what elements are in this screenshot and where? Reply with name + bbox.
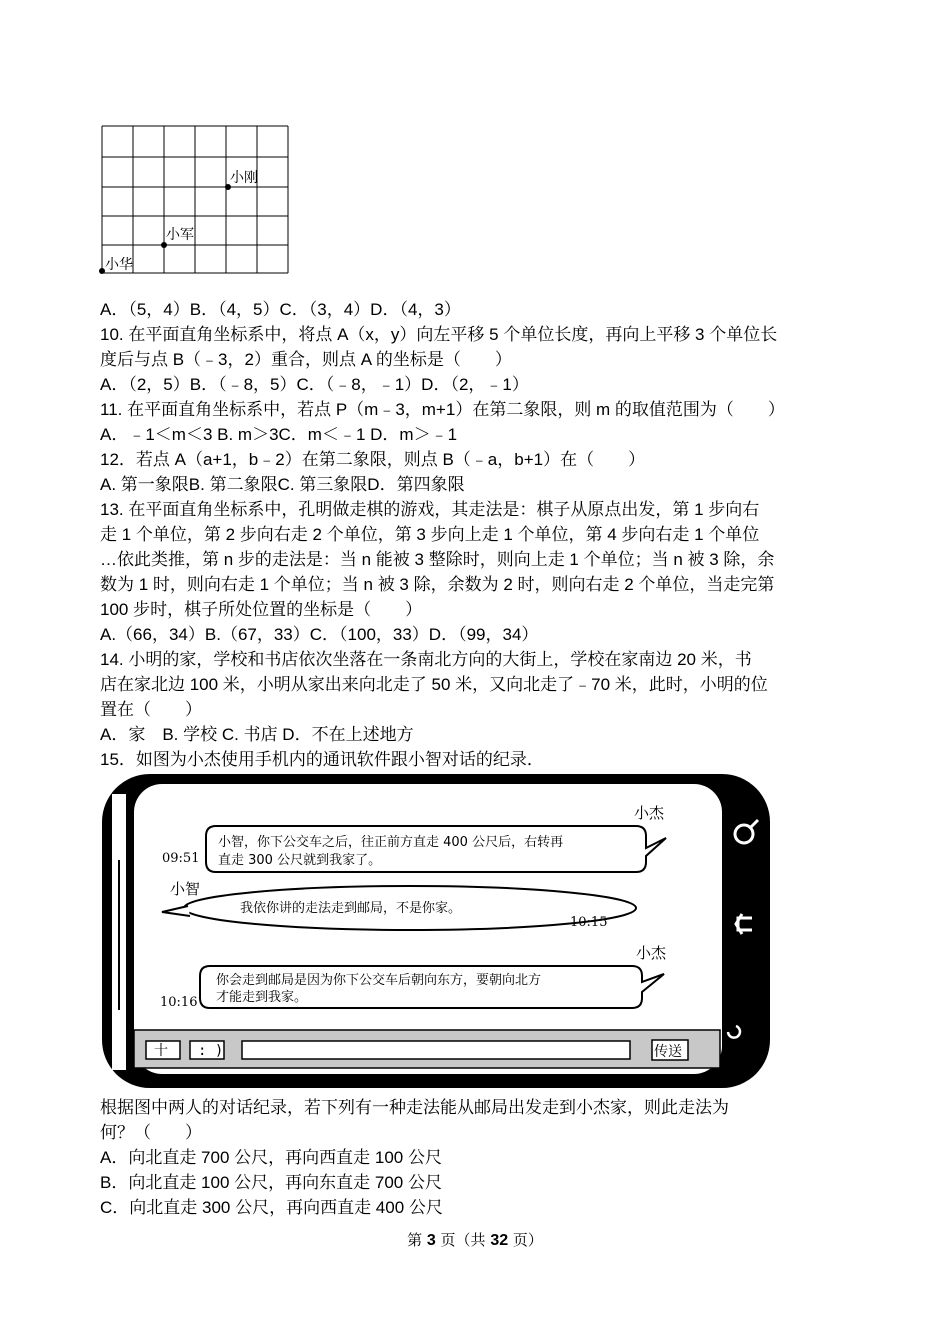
chat-msg3-line2: 才能走到我家。 [216,990,308,1005]
q14-text-line3: 置在（ ） [100,700,202,719]
emoji-button[interactable] [190,1041,224,1059]
footer-total-pages: 32 [490,1232,509,1249]
chat-name-jie-1: 小杰 [634,804,665,822]
q15-text: 15．如图为小杰使用手机内的通讯软件跟小智对话的纪录． [100,750,544,769]
chat-msg2: 我依你讲的走法走到邮局，不是你家。 [240,901,462,916]
q15-question-line2: 何？（ ） [100,1123,202,1142]
q12-text: 12．若点 A（a+1，b﹣2）在第二象限，则点 B（﹣a，b+1）在（ ） [100,450,646,469]
send-button[interactable] [652,1040,688,1060]
footer-suffix: 页） [508,1231,543,1249]
q12-options: A. 第一象限B. 第二象限C. 第三象限D．第四象限 [100,475,465,494]
chat-msg1-line2: 直走 300 公尺就到我家了。 [218,853,382,868]
svg-text:: ): : ) [198,1043,224,1059]
grid-lines [102,126,288,273]
chat-msg3-line1: 你会走到邮局是因为你下公交车后朝向东方，要朝向北方 [216,973,542,988]
phone-chat-figure [100,770,780,1092]
q13-text-line3: …依此类推，第 n 步的走法是：当 n 能被 3 整除时，则向上走 1 个单位；当 n 被 3 除，余 [100,550,775,569]
q10-options: A．（2，5）B．（﹣8，5）C．（﹣8，﹣1）D．（2，﹣1） [100,375,529,394]
label-xiaogang: 小刚 [230,170,258,186]
q15-option-b: B．向北直走 100 公尺，再向东直走 700 公尺 [100,1173,442,1192]
label-xiaojun: 小军 [166,227,194,243]
q11-options: A．﹣1＜m＜3 B. m＞3C．m＜﹣1 D．m＞﹣1 [100,425,458,444]
footer-prefix: 第 [407,1231,427,1249]
footer-middle: 页（共 [435,1231,491,1249]
chat-text-input[interactable] [242,1041,630,1059]
q13-text-line2: 走 1 个单位，第 2 步向右走 2 个单位，第 3 步向上走 1 个单位，第 4 步向右走 1 个单位 [100,525,760,544]
chat-time-3: 10:16 [160,995,198,1010]
label-xiaohua: 小华 [105,257,133,273]
q13-text-line4: 数为 1 时，则向右走 1 个单位；当 n 被 3 除，余数为 2 时，则向右走 2 个单位，当走完第 [100,575,775,594]
q14-text-line1: 14. 小明的家，学校和书店依次坐落在一条南北方向的大街上，学校在家南边 20 米，书 [100,650,752,669]
page-footer [0,1229,950,1250]
q9-options: A．（5，4）B．（4，5）C．（3，4）D．（4，3） [100,300,461,319]
plus-button[interactable] [146,1041,180,1059]
q14-options: A．家 B. 学校 C. 书店 D．不在上述地方 [100,725,414,744]
q10-text-line2: 度后与点 B（﹣3，2）重合，则点 A 的坐标是（ ） [100,350,512,369]
q15-option-c: C．向北直走 300 公尺，再向西直走 400 公尺 [100,1198,443,1217]
q15-question-line1: 根据图中两人的对话纪录，若下列有一种走法能从邮局出发走到小杰家，则此走法为 [100,1098,729,1117]
q13-options: A.（66，34）B.（67，33）C．（100，33）D．（99，34） [100,625,539,644]
q13-text-line1: 13. 在平面直角坐标系中，孔明做走棋的游戏，其走法是：棋子从原点出发，第 1 步向右 [100,500,760,519]
q15-option-a: A．向北直走 700 公尺，再向西直走 100 公尺 [100,1148,442,1167]
q11-text: 11. 在平面直角坐标系中，若点 P（m﹣3，m+1）在第二象限，则 m 的取值范围为（ ） [100,400,785,419]
footer-page-number: 3 [426,1232,436,1249]
svg-text:十: 十 [154,1043,168,1059]
chat-time-1: 09:51 [162,851,200,866]
grid-figure [96,120,296,280]
q14-text-line2: 店在家北边 100 米，小明从家出来向北走了 50 米，又向北走了﹣70 米，此时，小明的位 [100,675,768,694]
chat-name-zhi: 小智 [170,880,201,898]
chat-name-jie-2: 小杰 [636,944,667,962]
chat-msg1-line1: 小智，你下公交车之后，往正前方直走 400 公尺后，右转再 [218,835,564,850]
q10-text-line1: 10. 在平面直角坐标系中，将点 A（x，y）向左平移 5 个单位长度，再向上平移 3 个单位长 [100,325,778,344]
svg-text:传送: 传送 [654,1044,682,1060]
q13-text-line5: 100 步时，棋子所处位置的坐标是（ ） [100,600,423,619]
chat-time-2: 10:15 [570,915,608,930]
